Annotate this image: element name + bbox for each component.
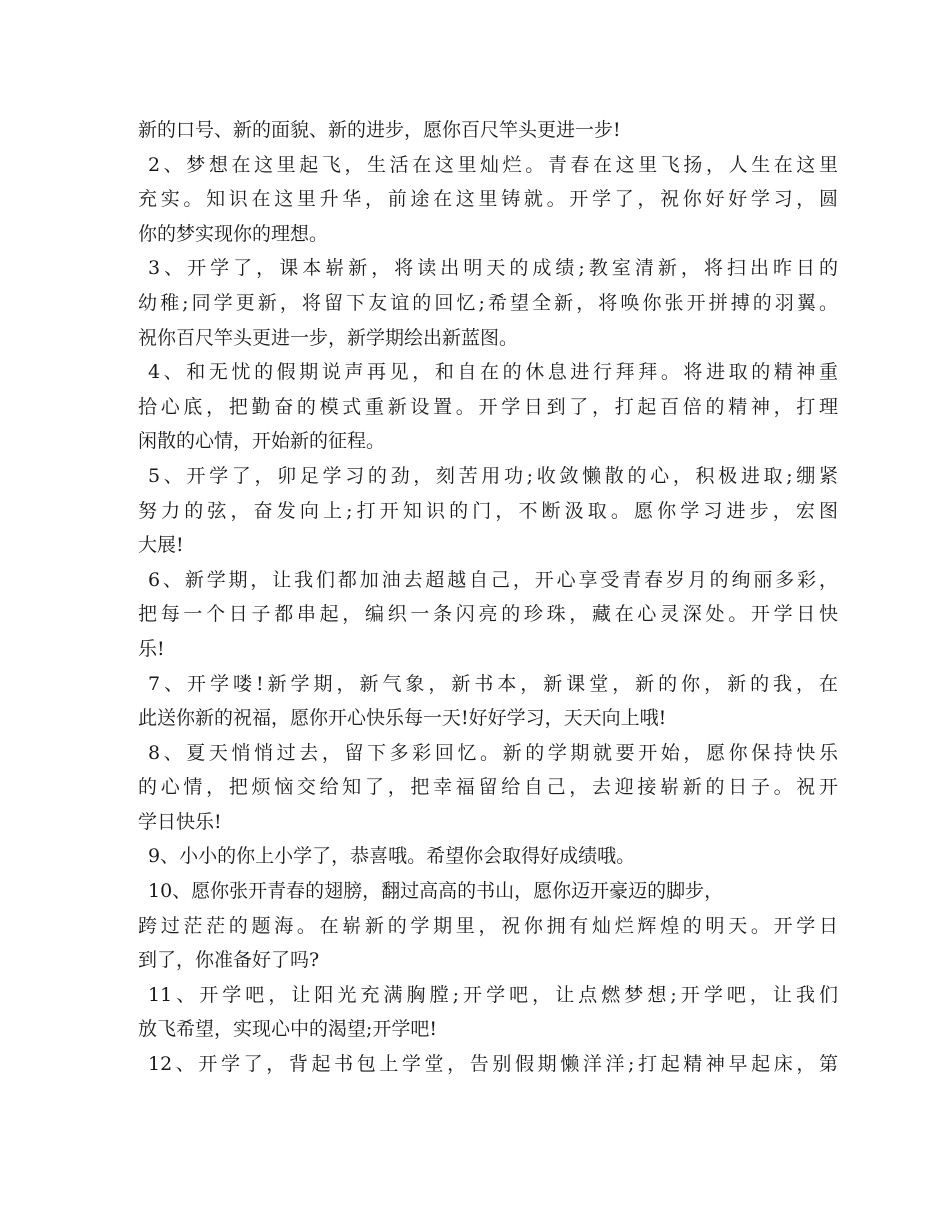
text-line: 9、小小的你上小学了，恭喜哦。希望你会取得好成绩哦。 bbox=[148, 845, 636, 868]
text-line: 闲散的心情，开始新的征程。 bbox=[138, 430, 386, 453]
text-line: 到了，你准备好了吗? bbox=[138, 949, 320, 972]
text-line: 3、开学了，课本崭新，将读出明天的成绩;教室清新，将扫出昨日的 bbox=[148, 257, 838, 280]
text-line: 努力的弦，奋发向上;打开知识的门，不断汲取。愿你学习进步，宏图 bbox=[138, 499, 838, 522]
text-line: 此送你新的祝福，愿你开心快乐每一天!好好学习，天天向上哦! bbox=[138, 707, 667, 730]
text-line: 6、新学期，让我们都加油去超越自己，开心享受青春岁月的绚丽多彩， bbox=[148, 568, 838, 591]
text-line: 乐! bbox=[138, 637, 165, 660]
text-line: 4、和无忧的假期说声再见，和自在的休息进行拜拜。将进取的精神重 bbox=[148, 361, 838, 384]
text-line: 你的梦实现你的理想。 bbox=[138, 222, 329, 245]
document-body bbox=[138, 113, 838, 1082]
text-line: 幼稚;同学更新，将留下友谊的回忆;希望全新，将唤你张开拼搏的羽翼。 bbox=[138, 291, 838, 314]
text-line: 7、开学喽!新学期，新气象，新书本，新课堂，新的你，新的我，在 bbox=[148, 672, 838, 695]
text-line: 祝你百尺竿头更进一步，新学期绘出新蓝图。 bbox=[138, 326, 519, 349]
text-line: 充实。知识在这里升华，前途在这里铸就。开学了，祝你好好学习，圆 bbox=[138, 188, 838, 211]
text-line: 10、愿你张开青春的翅膀，翻过高高的书山，愿你迈开豪迈的脚步， bbox=[148, 880, 724, 903]
text-line: 学日快乐! bbox=[138, 810, 222, 833]
text-line: 拾心底，把勤奋的模式重新设置。开学日到了，打起百倍的精神，打理 bbox=[138, 395, 838, 418]
text-line: 放飞希望，实现心中的渴望;开学吧! bbox=[138, 1018, 438, 1041]
text-line: 2、梦想在这里起飞，生活在这里灿烂。青春在这里飞扬，人生在这里 bbox=[148, 153, 838, 176]
text-line: 跨过茫茫的题海。在崭新的学期里，祝你拥有灿烂辉煌的明天。开学日 bbox=[138, 914, 838, 937]
text-line: 11、开学吧，让阳光充满胸膛;开学吧，让点燃梦想;开学吧，让我们 bbox=[148, 983, 838, 1006]
text-line: 12、开学了，背起书包上学堂，告别假期懒洋洋;打起精神早起床，第 bbox=[148, 1053, 838, 1076]
text-line: 的心情，把烦恼交给知了，把幸福留给自己，去迎接崭新的日子。祝开 bbox=[138, 776, 838, 799]
text-line: 5、开学了，卯足学习的劲，刻苦用功;收敛懒散的心，积极进取;绷紧 bbox=[148, 464, 838, 487]
text-line: 大展! bbox=[138, 534, 184, 557]
text-line: 把每一个日子都串起，编织一条闪亮的珍珠，藏在心灵深处。开学日快 bbox=[138, 603, 838, 626]
text-line: 8、夏天悄悄过去，留下多彩回忆。新的学期就要开始，愿你保持快乐 bbox=[148, 741, 838, 764]
text-line: 新的口号、新的面貌、新的进步，愿你百尺竿头更进一步! bbox=[138, 119, 621, 141]
